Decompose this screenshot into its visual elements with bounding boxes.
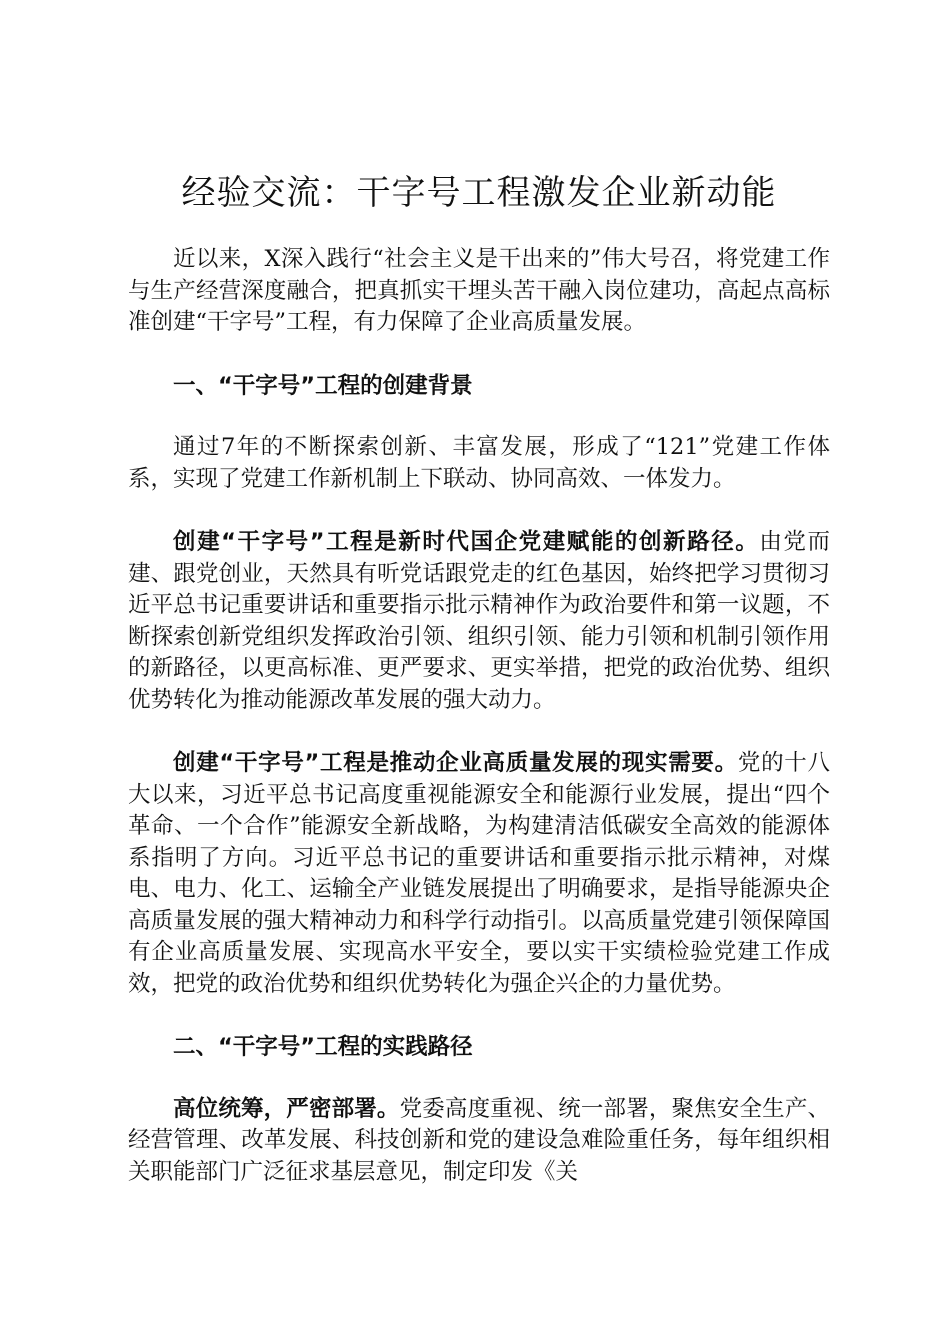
paragraph-lead-sentence: 创建“干字号”工程是新时代国企党建赋能的创新路径。 bbox=[173, 529, 760, 555]
section-heading-practice: 二、“干字号”工程的实践路径 bbox=[173, 1034, 473, 1060]
document-title: 经验交流：干字号工程激发企业新动能 bbox=[181, 173, 777, 213]
practice-paragraph-planning bbox=[128, 1094, 830, 1189]
section-heading-background: 一、“干字号”工程的创建背景 bbox=[173, 372, 473, 399]
paragraph-body-text: 由党而建、跟党创业，天然具有听党话跟党走的红色基因，始终把学习贯彻习近平总书记重要讲话和重要指示批示精神作为政治要件和第一议题，不断探索创新党组织发挥政治引领、组织引领、能力引领和机制引领作用的新路径，以更高标准、更严要求、更实举措，把党的政治优势、组织优势转化为推动能源改革发展的强大动力。 bbox=[128, 529, 830, 713]
background-paragraph-innovation bbox=[128, 527, 830, 716]
background-paragraph-development bbox=[128, 748, 830, 1000]
paragraph-body-text: 党的十八大以来，习近平总书记高度重视能源安全和能源行业发展，提出“四个革命、一个合作”能源安全新战略，为构建清洁低碳安全高效的能源体系指明了方向。习近平总书记的重要讲话和重要指示批示精神，对煤电、电力、化工、运输全产业链发展提出了明确要求，是指导能源央企高质量发展的强大精神动力和科学行动指引。以高质量党建引领保障国有企业高质量发展、实现高水平安全，要以实干实绩检验党建工作成效，把党的政治优势和组织优势转化为强企兴企的力量优势。 bbox=[128, 750, 830, 997]
paragraph-body-text: 党委高度重视、统一部署，聚焦安全生产、经营管理、改革发展、科技创新和党的建设急难险重任务，每年组织相关职能部门广泛征求基层意见，制定印发《关 bbox=[128, 1095, 830, 1185]
paragraph-lead-sentence: 创建“干字号”工程是推动企业高质量发展的现实需要。 bbox=[173, 750, 738, 776]
paragraph-lead-sentence: 高位统筹，严密部署。 bbox=[173, 1095, 400, 1122]
intro-paragraph: 近以来，X深入践行“社会主义是干出来的”伟大号召，将党建工作与生产经营深度融合，把真抓实干埋头苦干融入岗位建功，高起点高标准创建“干字号”工程，有力保障了企业高质量发展。 bbox=[128, 246, 830, 335]
background-paragraph-system: 通过7年的不断探索创新、丰富发展，形成了“121”党建工作体系，实现了党建工作新机制上下联动、协同高效、一体发力。 bbox=[128, 434, 830, 492]
